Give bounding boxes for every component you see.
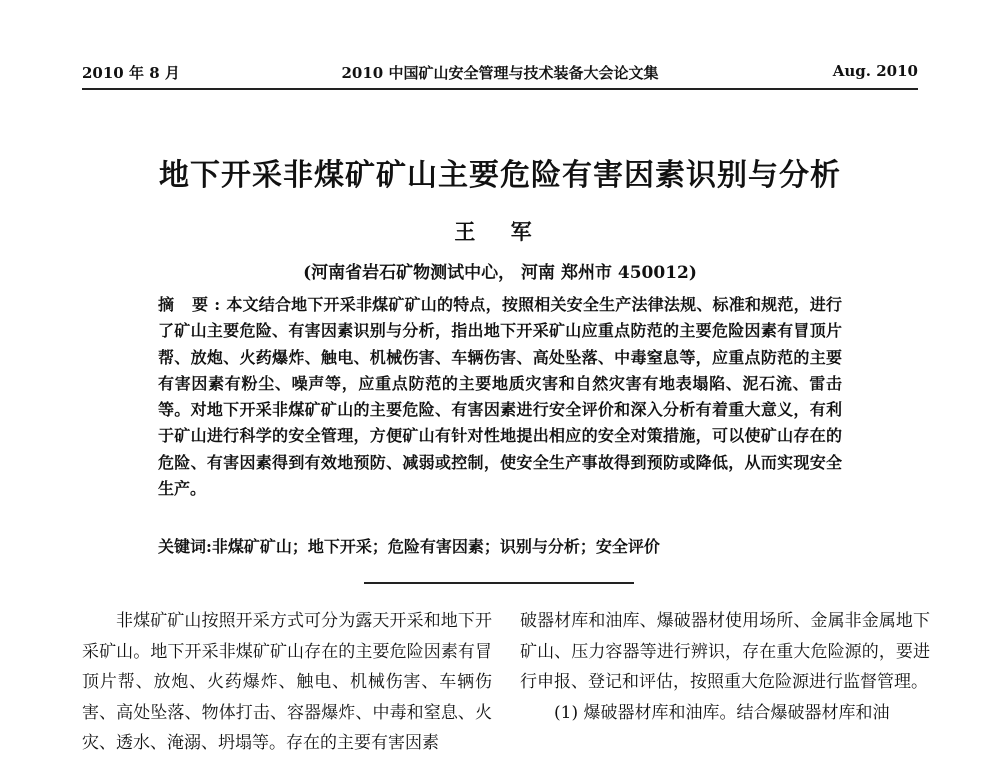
body-paragraph: 破器材库和油库、爆破器材使用场所、金属非金属地下矿山、压力容器等进行辨识，存在重大危险源的，要进行申报、登记和评估，按照重大危险源进行监督管理。 — [520, 611, 930, 692]
body-paragraph: 非煤矿矿山按照开采方式可分为露天开采和地下开采矿山。地下开采非煤矿矿山存在的主要危险因素有冒顶片帮、放炮、火药爆炸、触电、机械伤害、车辆伤害、高处坠落、物体打击、容器爆炸、中毒和窒息、火灾、透水、淹溺、坍塌等。存在的主要有害因素 — [82, 611, 492, 753]
author: 王 军 — [454, 219, 546, 244]
header-proceedings-title: 2010 中国矿山安全管理与技术装备大会论文集 — [341, 64, 659, 82]
running-header — [82, 62, 918, 84]
keywords — [158, 534, 842, 557]
header-date: 2010 年 8 月 — [82, 64, 180, 82]
header-date-en: Aug. 2010 — [832, 62, 918, 80]
abstract-label: 摘 要: — [158, 295, 227, 314]
abstract — [158, 292, 842, 502]
keywords-text: 非煤矿矿山；地下开采；危险有害因素；识别与分析；安全评价 — [211, 537, 660, 556]
paper-title: 地下开采非煤矿矿山主要危险有害因素识别与分析 — [159, 158, 841, 193]
header-rule — [82, 88, 918, 90]
body-paragraph: (1) 爆破器材库和油库。结合爆破器材库和油 — [554, 702, 890, 723]
section-divider — [364, 582, 634, 584]
body-left-column — [82, 606, 492, 759]
affiliation: (河南省岩石矿物测试中心， 河南 郑州市 450012) — [303, 263, 697, 283]
keywords-label: 关键词: — [158, 537, 212, 556]
body-right-column — [520, 606, 930, 728]
abstract-text: 本文结合地下开采非煤矿矿山的特点，按照相关安全生产法律法规、标准和规范，进行了矿山主要危险、有害因素识别与分析，指出地下开采矿山应重点防范的主要危险因素有冒顶片帮、放炮、火药爆炸、触电、机械伤害、车辆伤害、高处坠落、中毒窒息等，应重点防范的主要有害因素有粉尘、噪声等，应重点防范的主要地质灾害和自然灾害有地表塌陷、泥石流、雷击等。对地下开采非煤矿矿山的主要危险、有害因素进行安全评价和深入分析有着重大意义，有利于矿山进行科学的安全管理，方便矿山有针对性地提出相应的安全对策措施，可以使矿山存在的危险、有害因素得到有效地预防、减弱或控制，使安全生产事故得到预防或降低，从而实现安全生产。 — [158, 295, 842, 499]
